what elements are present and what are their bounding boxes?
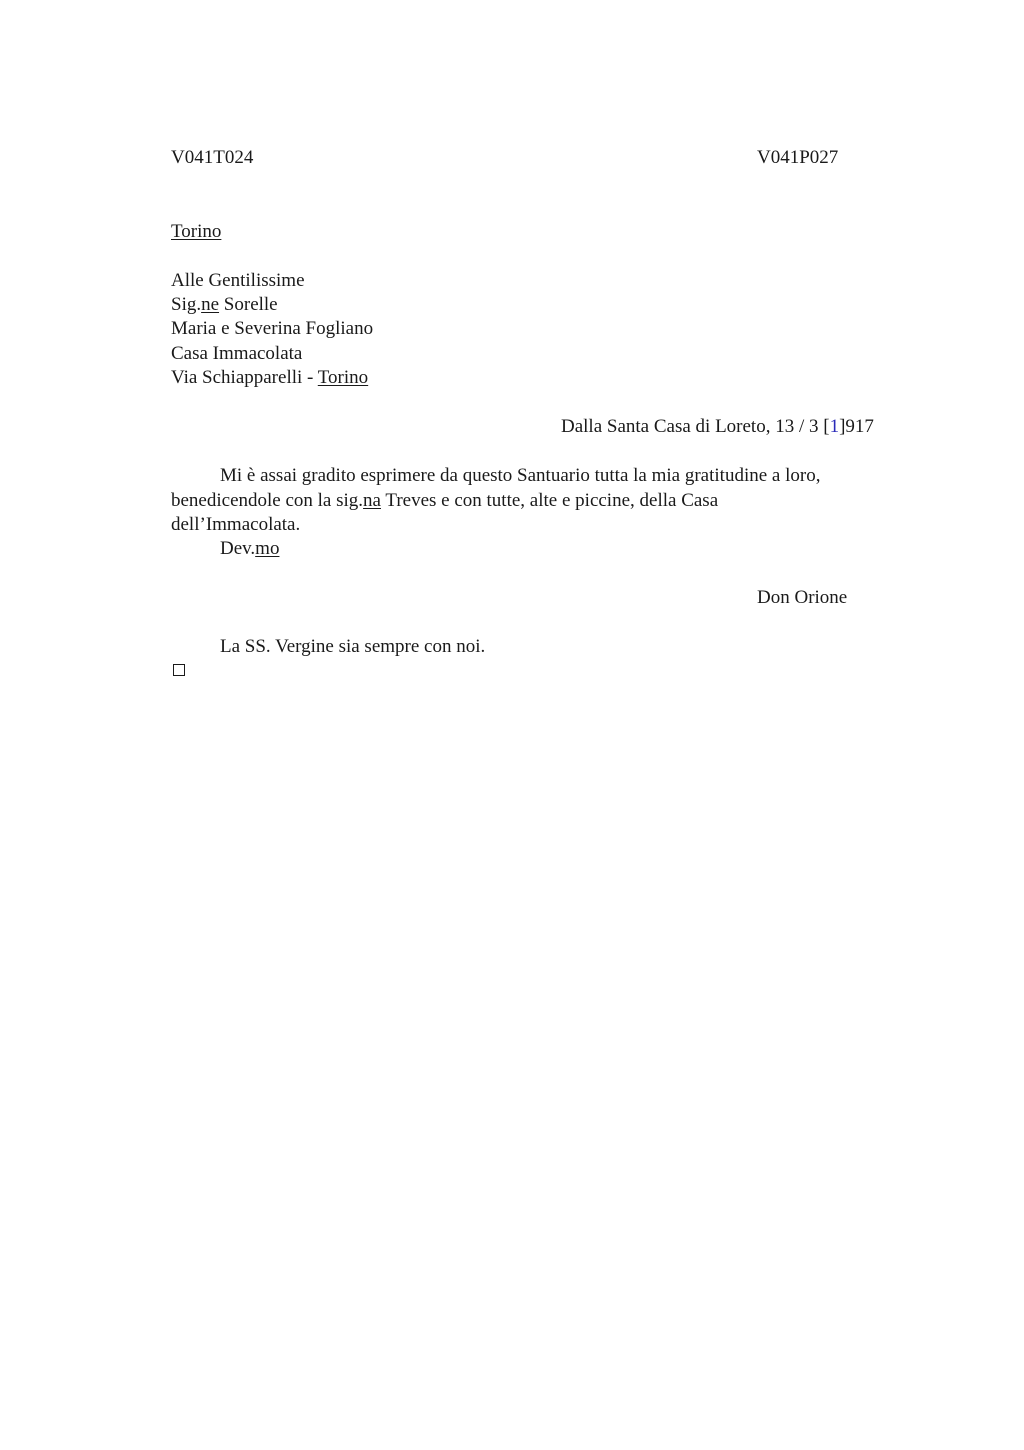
body-line-2-prefix: benedicendole con la sig. — [171, 490, 364, 511]
dateline-prefix: Dalla Santa Casa di Loreto, 13 / 3 [ — [561, 416, 830, 437]
address-line-5-prefix: Via Schiapparelli - — [171, 367, 318, 388]
checkbox-square-icon — [173, 664, 185, 676]
body-line-2-suffix: Treves e con tutte, alte e piccine, della Casa — [380, 490, 719, 511]
address-line-4: Casa Immacolata — [171, 343, 303, 364]
address-line-2-suffix: Sorelle — [219, 294, 278, 315]
dateline — [561, 415, 874, 439]
closing-line — [220, 537, 279, 561]
address-line-3: Maria e Severina Fogliano — [171, 318, 374, 339]
address-line-5 — [171, 366, 368, 390]
closing-prefix: Dev. — [220, 538, 256, 559]
body-line-1: Mi è assai gradito esprimere da questo Santuario tutta la mia gratitudine a loro, — [220, 465, 821, 486]
body-line-2 — [171, 489, 718, 513]
address-line-2 — [171, 293, 278, 317]
signature: Don Orione — [757, 587, 848, 608]
body-line-3: dell’Immacolata. — [171, 514, 301, 535]
dateline-inserted-digit: 1 — [829, 416, 840, 437]
dateline-suffix: ]917 — [839, 416, 874, 437]
closing-abbrev: mo — [255, 538, 280, 559]
address-line-5-city: Torino — [317, 367, 369, 388]
address-line-1: Alle Gentilissime — [171, 270, 305, 291]
address-line-2-abbrev: ne — [201, 294, 220, 315]
city-heading: Torino — [171, 221, 222, 242]
archive-code-right: V041P027 — [757, 147, 839, 168]
archive-code-left: V041T024 — [171, 147, 254, 168]
address-line-2-prefix: Sig. — [171, 294, 202, 315]
postscript: La SS. Vergine sia sempre con noi. — [220, 636, 486, 657]
body-line-2-abbrev: na — [363, 490, 381, 511]
